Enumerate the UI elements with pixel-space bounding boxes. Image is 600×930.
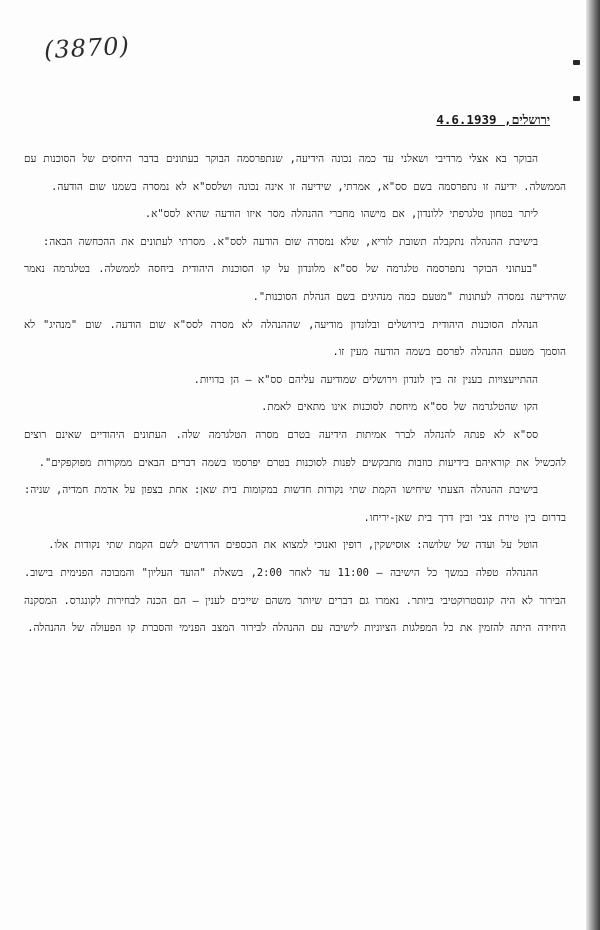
quoted-paragraph: סס"א לא פנתה להנהלה לברר אמיתות הידיעה בטרם מסרה הטלגרמה שלה. העתונים היהודיים שאינם רוצים להכשיל את קוראיהם בידיעות כוזבות מתבקשים לפנות לסוכנות בטרם יפרסמו בשמה דברים הבאים ממקורות מפוקפקים".	[24, 428, 566, 469]
paragraph: בישיבת ההנהלה הצעתי שיחישו הקמת שתי נקודות חדשות במקומות בית שאן: אחת בצפון על אדמת חמדיה, שניה: בדרום בין טירת צבי ובין דרך בית שאן-יריחו.	[24, 484, 566, 524]
paragraph: בישיבת ההנהלה נתקבלה תשובת לוריא, שלא נמסרה שום הודעה לסס"א. מסרתי לעתונים את ההכחשה הבאה:	[42, 235, 538, 248]
paragraph: הוטל על ועדה של שלושה: אוסישקין, רופין ואנוכי למצוא את הכספים הדרושים לשם הקמת שתי נקודות אלו.	[48, 539, 538, 552]
quoted-paragraph: "בעתוני הבוקר נתפרסמה טלגרמה של סס"א מלונדון על קו הסוכנות היהודית ביחסה לממשלה. בטלגרמה נאמר שהידיעה נמסרה לעתונות "מטעם כמה מנהיגים בשם הנהלת הסוכנות".	[24, 263, 566, 303]
document-body	[24, 146, 566, 643]
quoted-paragraph: ההתייעצויות בענין זה בין לונדון וירושלים שמודיעה עליהם סס"א – הן בדויות.	[193, 373, 538, 386]
archive-number: (3870)	[43, 31, 131, 65]
quoted-paragraph: הקו שהטלגרמה של סס"א מיחסת לסוכנות אינו מתאים לאמת.	[261, 401, 538, 414]
binder-hole	[573, 96, 580, 101]
paragraph: ליתר בטחון טלגרפתי ללונדון, אם מישהו מחברי ההנהלה מסר איזו הודעה שהיא לסס"א.	[144, 208, 538, 221]
scan-edge	[586, 0, 600, 930]
dateline: ירושלים, 4.6.1939	[436, 112, 550, 127]
paragraph: הבוקר בא אצלי מרדיבי ושאלני עד כמה נכונה הידיעה, שנתפרסמה הבוקר בעתונים בדבר היחסים של הסוכנות עם הממשלה. ידיעה זו נתפרסמה בשם סס"א, אמרתי, שידיעה זו אינה נכונה ושלסס"א לא נמסרה בשמנו שום הודעה.	[24, 153, 566, 193]
binder-hole	[573, 60, 580, 65]
quoted-paragraph: הנהלת הסוכנות היהודית בירושלים ובלונדון מודיעה, שההנהלה לא מסרה לסס"א שום הודעה. שום "מנהיג" לא הוסמך מטעם ההנהלה לפרסם בשמה הודעה מעין זו.	[24, 318, 566, 359]
paragraph: ההנהלה טפלה במשך כל הישיבה – 11:00 עד לאחר 2:00, בשאלת "הועד העליון" והמבוכה הפנימית בישוב. הבירור לא היה קונסטרוקטיבי ביותר. נאמרו גם דברים שיותר משהם שייכים לענין – הם הכנה לבחירות לקונגרס. המסקנה היחידה היתה להזמין את כל המפלגות הציוניות לישיבה עם ההנהלה לבירור המצב הפנימי והסברת קו הפעולה של ההנהלה.	[24, 566, 566, 635]
